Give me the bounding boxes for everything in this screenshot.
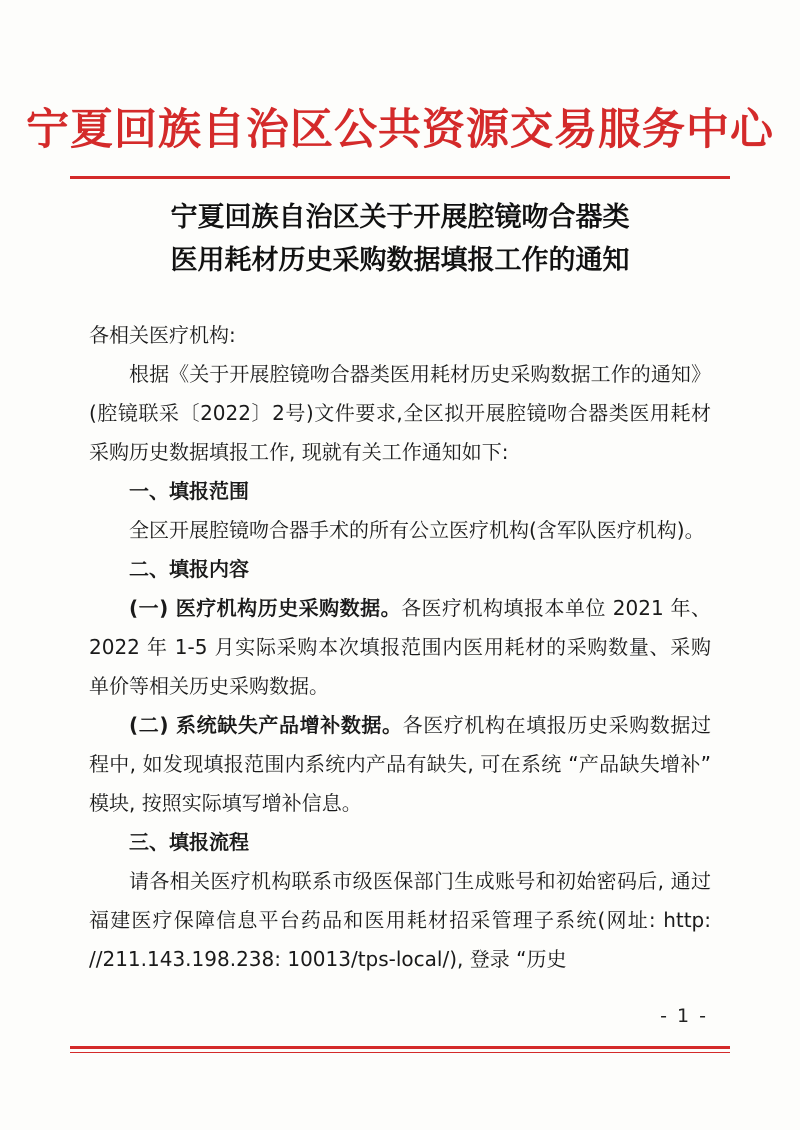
item-2-lead: (二) 系统缺失产品增补数据。: [129, 713, 403, 737]
issuer-masthead: 宁夏回族自治区公共资源交易服务中心: [26, 105, 774, 155]
footer-red-rule-thick: [70, 1046, 730, 1049]
section-2-heading: 二、填报内容: [129, 557, 249, 581]
section-2-item-1: [89, 589, 711, 706]
document-title: [0, 196, 800, 282]
item-1-text: 各医疗机构填报本单位 2021 年、2022 年 1-5 月实际采购本次填报范围内医用耗材的采购数量、采购单价等相关历史采购数据。: [89, 596, 711, 698]
section-3-text: 请各相关医疗机构联系市级医保部门生成账号和初始密码后, 通过福建医疗保障信息平台药品和医用耗材招采管理子系统(网址: http: //211.143.198.238: 10013/tps-local/), 登录 “历史: [89, 869, 711, 971]
item-1-lead: (一) 医疗机构历史采购数据。: [129, 596, 402, 620]
item-2-text: 各医疗机构在填报历史采购数据过程中, 如发现填报范围内系统内产品有缺失, 可在系统 “产品缺失增补” 模块, 按照实际填写增补信息。: [89, 713, 711, 815]
title-line-2: 医用耗材历史采购数据填报工作的通知: [170, 245, 630, 276]
section-2-item-2: [89, 706, 711, 823]
section-1-heading: 一、填报范围: [129, 479, 249, 503]
document-body: [89, 316, 711, 979]
section-1-text: 全区开展腔镜吻合器手术的所有公立医疗机构(含军队医疗机构)。: [129, 518, 705, 542]
section-3-heading: 三、填报流程: [129, 830, 249, 854]
salutation: 各相关医疗机构:: [89, 323, 236, 347]
title-line-1: 宁夏回族自治区关于开展腔镜吻合器类: [170, 202, 630, 233]
masthead-red-rule: [70, 176, 730, 179]
page-number: - 1 -: [660, 1005, 708, 1027]
footer-red-rule-thin: [70, 1052, 730, 1053]
intro-paragraph: 根据《关于开展腔镜吻合器类医用耗材历史采购数据工作的通知》(腔镜联采〔2022〕2号)文件要求,全区拟开展腔镜吻合器类医用耗材采购历史数据填报工作, 现就有关工作通知如下:: [89, 362, 711, 464]
